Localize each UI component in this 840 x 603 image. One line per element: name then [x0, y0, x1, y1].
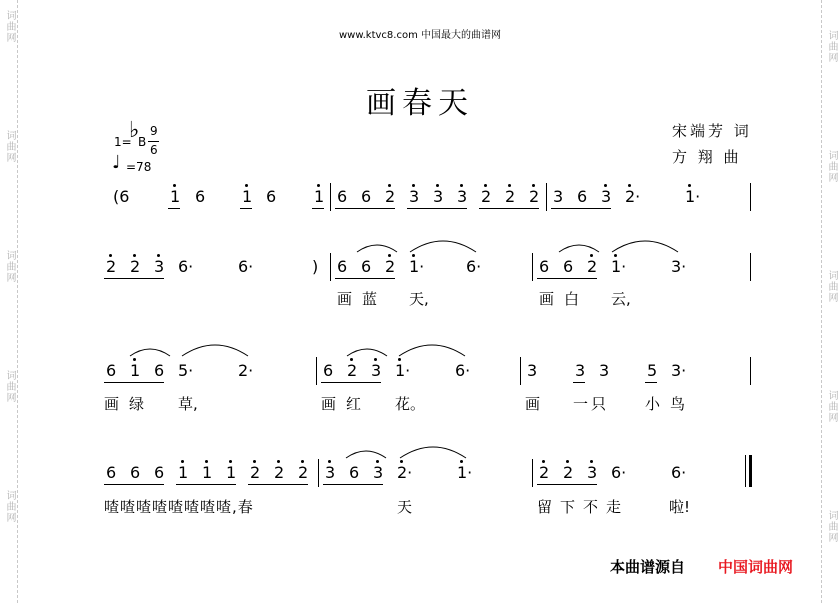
note: 2: [563, 463, 574, 482]
lyricist-credit: 宋端芳 词: [672, 122, 752, 140]
note: 1: [170, 187, 181, 206]
lyric: 画: [525, 395, 541, 413]
note: 6: [130, 463, 141, 482]
high-dot: [157, 254, 160, 257]
watermark-left-3: 词曲网: [4, 250, 15, 283]
note: 1: [226, 463, 237, 482]
note: 2: [347, 361, 358, 380]
note: 6·: [178, 257, 194, 276]
high-dot: [374, 358, 377, 361]
source-site-link[interactable]: 中国词曲网: [718, 558, 794, 576]
note: 6: [563, 257, 574, 276]
underline: [645, 382, 657, 383]
high-dot: [628, 184, 631, 187]
underline: [312, 208, 324, 209]
note: 3: [154, 257, 165, 276]
barline: [546, 183, 547, 211]
note: 2·: [397, 463, 413, 482]
time-signature-top: 9: [150, 124, 158, 138]
high-dot: [229, 460, 232, 463]
note: 1: [202, 463, 213, 482]
note: 3: [601, 187, 612, 206]
high-dot: [400, 460, 403, 463]
barline: [532, 459, 533, 487]
lyric: 喳喳喳喳喳喳喳喳,春: [104, 498, 254, 516]
lyric: 画绿: [104, 395, 155, 413]
time-signature-bottom: 6: [150, 143, 158, 157]
note: 6: [323, 361, 334, 380]
note: 6: [154, 463, 165, 482]
note: 2·: [238, 361, 254, 380]
barline: [318, 459, 319, 487]
note: 3: [575, 361, 586, 380]
watermark-right-5: 词曲网: [826, 510, 837, 543]
underline: [240, 208, 252, 209]
lyric: 小鸟: [645, 395, 696, 413]
high-dot: [412, 184, 415, 187]
lyric: 啦!: [669, 498, 691, 516]
high-dot: [173, 184, 176, 187]
lyric: 画白: [539, 290, 590, 308]
note: 3: [373, 463, 384, 482]
underline: [573, 382, 585, 383]
time-signature-line: [148, 141, 159, 142]
note: 3: [325, 463, 336, 482]
note: 1: [130, 361, 141, 380]
high-dot: [590, 460, 593, 463]
tie: [398, 440, 468, 460]
high-dot: [245, 184, 248, 187]
note: 5: [647, 361, 658, 380]
slur: [344, 446, 388, 460]
underline: [335, 208, 395, 209]
note: 1: [314, 187, 325, 206]
song-title: 画春天: [366, 86, 474, 121]
watermark-left-2: 词曲网: [4, 130, 15, 163]
barline: [532, 253, 533, 281]
note: 1·: [611, 257, 627, 276]
high-dot: [388, 184, 391, 187]
note: 6: [106, 361, 117, 380]
note: 6: [195, 187, 206, 206]
note: 3: [409, 187, 420, 206]
underline: [323, 484, 383, 485]
note: 1·: [409, 257, 425, 276]
note: 3: [587, 463, 598, 482]
lyric: 天,: [409, 290, 429, 308]
high-dot: [566, 460, 569, 463]
high-dot: [590, 254, 593, 257]
high-dot: [532, 184, 535, 187]
watermark-right-1: 词曲网: [826, 30, 837, 63]
slur: [355, 240, 399, 254]
note: 6·: [455, 361, 471, 380]
lyric: 一只: [573, 395, 610, 413]
high-dot: [398, 358, 401, 361]
slur: [128, 344, 172, 358]
underline: [537, 278, 597, 279]
note: 3: [371, 361, 382, 380]
high-dot: [484, 184, 487, 187]
underline: [407, 208, 467, 209]
underline: [248, 484, 308, 485]
source-prefix: 本曲谱源自: [610, 558, 686, 576]
slur: [557, 240, 601, 254]
high-dot: [614, 254, 617, 257]
tie: [397, 338, 467, 358]
note: 6·: [671, 463, 687, 482]
note: 2: [505, 187, 516, 206]
high-dot: [436, 184, 439, 187]
high-dot: [133, 254, 136, 257]
watermark-left-1: 词曲网: [4, 10, 15, 43]
underline: [168, 208, 180, 209]
note: 3: [599, 361, 610, 380]
high-dot: [181, 460, 184, 463]
note: 3: [553, 187, 564, 206]
underline: [104, 484, 164, 485]
watermark-left-5: 词曲网: [4, 490, 15, 523]
watermark-left-4: 词曲网: [4, 370, 15, 403]
note: 2·: [625, 187, 641, 206]
note: 6·: [238, 257, 254, 276]
note: 2: [130, 257, 141, 276]
watermark-right-3: 词曲网: [826, 270, 837, 303]
note: (6: [113, 187, 130, 206]
tie: [610, 234, 680, 254]
high-dot: [460, 460, 463, 463]
high-dot: [205, 460, 208, 463]
high-dot: [317, 184, 320, 187]
barline: [750, 357, 751, 385]
underline: [537, 484, 597, 485]
lyric: 花。: [395, 395, 426, 413]
final-barline-thin: [745, 455, 746, 487]
note: 2: [298, 463, 309, 482]
underline: [176, 484, 236, 485]
note: 5·: [178, 361, 194, 380]
high-dot: [688, 184, 691, 187]
high-dot: [412, 254, 415, 257]
high-dot: [253, 460, 256, 463]
watermark-right-2: 词曲网: [826, 150, 837, 183]
note: 6·: [466, 257, 482, 276]
lyric: 草,: [178, 395, 198, 413]
note: 1·: [395, 361, 411, 380]
key-prefix: 1=: [114, 135, 132, 149]
note: 6: [106, 463, 117, 482]
note: 6: [266, 187, 277, 206]
note: 2: [529, 187, 540, 206]
high-dot: [460, 184, 463, 187]
note: 3: [457, 187, 468, 206]
note: 6: [361, 257, 372, 276]
key-letter: B: [138, 135, 147, 149]
high-dot: [508, 184, 511, 187]
note: 3·: [671, 257, 687, 276]
high-dot: [604, 184, 607, 187]
note: 2: [106, 257, 117, 276]
underline: [104, 278, 164, 279]
high-dot: [350, 358, 353, 361]
tempo-note-icon: ♩: [112, 152, 121, 173]
lyric: 画蓝: [337, 290, 388, 308]
high-dot: [109, 254, 112, 257]
underline: [321, 382, 381, 383]
final-barline-thick: [749, 455, 752, 487]
note: ): [312, 257, 319, 276]
note: 6: [154, 361, 165, 380]
note: 6: [577, 187, 588, 206]
note: 6: [337, 187, 348, 206]
high-dot: [301, 460, 304, 463]
underline: [479, 208, 539, 209]
underline: [551, 208, 611, 209]
lyric: 云,: [611, 290, 631, 308]
note: 2: [587, 257, 598, 276]
note: 6: [349, 463, 360, 482]
note: 2: [481, 187, 492, 206]
barline: [750, 253, 751, 281]
note: 3: [433, 187, 444, 206]
note: 6: [361, 187, 372, 206]
note: 2: [539, 463, 550, 482]
note: 6: [337, 257, 348, 276]
high-dot: [133, 358, 136, 361]
high-dot: [542, 460, 545, 463]
note: 2: [274, 463, 285, 482]
lyric: 天: [397, 498, 413, 516]
underline: [104, 382, 164, 383]
tempo-value: =78: [126, 160, 152, 174]
slur: [345, 344, 389, 358]
barline: [316, 357, 317, 385]
note: 2: [385, 187, 396, 206]
barline: [750, 183, 751, 211]
note: 3: [527, 361, 538, 380]
note: 6·: [611, 463, 627, 482]
note: 2: [250, 463, 261, 482]
barline: [520, 357, 521, 385]
site-header[interactable]: www.ktvc8.com 中国最大的曲谱网: [338, 30, 501, 41]
lyric: 画红: [321, 395, 372, 413]
high-dot: [277, 460, 280, 463]
note: 1·: [457, 463, 473, 482]
note: 6: [539, 257, 550, 276]
tie: [180, 338, 250, 358]
note: 1: [242, 187, 253, 206]
note: 1: [178, 463, 189, 482]
flat-symbol: ♭: [129, 118, 140, 143]
tie: [408, 234, 478, 254]
barline: [330, 253, 331, 281]
composer-credit: 方 翔 曲: [672, 148, 742, 166]
note: 3·: [671, 361, 687, 380]
watermark-right-4: 词曲网: [826, 390, 837, 423]
high-dot: [328, 460, 331, 463]
high-dot: [376, 460, 379, 463]
note: 1·: [685, 187, 701, 206]
note: 2: [385, 257, 396, 276]
high-dot: [388, 254, 391, 257]
underline: [335, 278, 395, 279]
lyric: 留下不走: [537, 498, 630, 516]
barline: [330, 183, 331, 211]
